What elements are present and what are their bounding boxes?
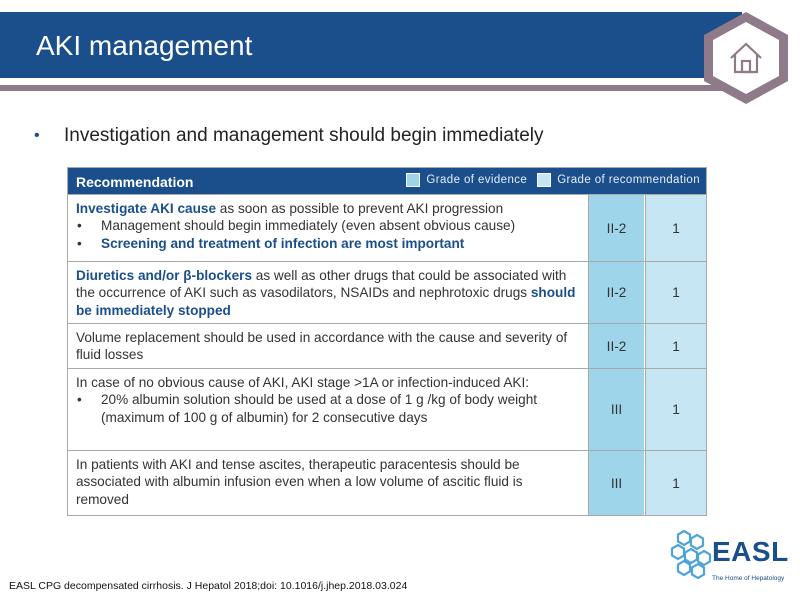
bullet-icon: • (77, 218, 82, 234)
recommendation-cell: Volume replacement should be used in accordance with the cause and severity of fluid losses (68, 324, 587, 368)
sub-bullet-text: Management should begin immediately (even absent obvious cause) (101, 218, 516, 234)
table-row (68, 368, 706, 450)
grade-of-recommendation-cell: 1 (645, 262, 706, 323)
highlight-text: should be immediately stopped (76, 285, 576, 318)
grade-of-evidence-cell: II-2 (588, 324, 644, 368)
legend (396, 173, 700, 187)
legend-swatch-evidence (406, 173, 420, 187)
recommendation-table (67, 167, 707, 516)
recommendation-cell (68, 262, 587, 323)
body-text: In case of no obvious cause of AKI, AKI stage >1A or infection-induced AKI: (76, 375, 530, 390)
grade-of-recommendation-cell: 1 (645, 369, 706, 450)
legend-recommendation-label: Grade of recommendation (557, 174, 700, 186)
legend-evidence (406, 173, 527, 187)
footer-reference: EASL CPG decompensated cirrhosis. J Hepatol 2018;doi: 10.1016/j.jhep.2018.03.024 (9, 580, 408, 592)
bullet-icon: • (77, 392, 82, 408)
table-row (68, 450, 706, 515)
sub-bullet-text: Screening and treatment of infection are most important (101, 235, 465, 251)
recommendation-cell (68, 195, 587, 261)
home-button[interactable] (700, 8, 792, 108)
easl-logo (670, 527, 794, 591)
highlight-text: Investigate AKI cause (76, 201, 217, 216)
sub-bullet-text: 20% albumin solution should be used at a dose of 1 g /kg of body weight (maximum of 100 g of albumin) for 2 consecutive days (101, 392, 538, 425)
title-divider (0, 85, 742, 91)
intro-bullet-text: Investigation and management should begin immediately (64, 125, 544, 146)
grade-of-recommendation-cell: 1 (645, 324, 706, 368)
recommendation-cell (68, 369, 587, 450)
easl-logo-word: EASL (712, 536, 789, 567)
legend-evidence-label: Grade of evidence (426, 174, 528, 186)
table-header-title: Recommendation (76, 174, 194, 190)
body-text: as soon as possible to prevent AKI progression (216, 201, 504, 216)
table-row (68, 261, 706, 323)
easl-logo-tagline: The Home of Hepatology (712, 575, 785, 582)
table-row (68, 194, 706, 261)
grade-of-evidence-cell: III (588, 451, 644, 515)
table-row (68, 323, 706, 368)
grade-of-recommendation-cell: 1 (645, 195, 706, 261)
bullet-icon: • (77, 235, 82, 251)
grade-of-evidence-cell: II-2 (588, 195, 644, 261)
table-header (68, 168, 706, 194)
sub-bullet (76, 391, 579, 426)
easl-logo-mark (670, 529, 712, 579)
grade-of-recommendation-cell: 1 (645, 451, 706, 515)
grade-of-evidence-cell: II-2 (588, 262, 644, 323)
intro-bullet (34, 124, 544, 148)
grade-of-evidence-cell: III (588, 369, 644, 450)
recommendation-cell: In patients with AKI and tense ascites, therapeutic paracentesis should be associated with albumin infusion even when a low volume of ascitic fluid is removed (68, 451, 587, 515)
slide-title: AKI management (36, 30, 253, 61)
highlight-text: Diuretics and/or β-blockers (76, 268, 253, 283)
legend-recommendation (537, 173, 700, 187)
body-text: as well as other drugs that could be associated with the occurrence of AKI such as vasodilators, NSAIDs and nephrotoxic drugs (76, 268, 567, 301)
sub-bullet (76, 217, 579, 234)
sub-bullet (76, 235, 579, 252)
bullet-icon: • (34, 127, 40, 144)
legend-swatch-recommendation (537, 173, 551, 187)
